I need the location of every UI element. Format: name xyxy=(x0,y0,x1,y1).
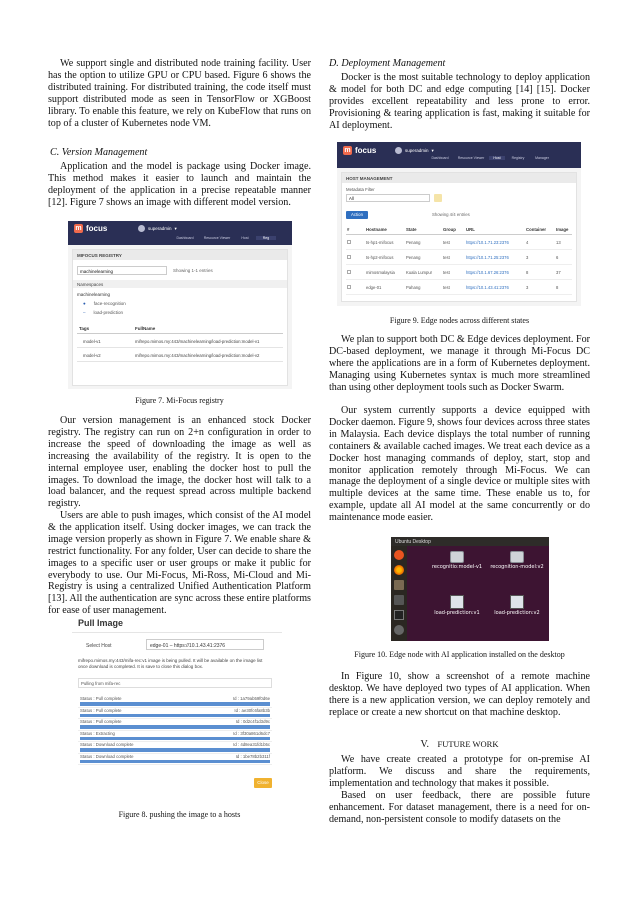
ubuntu-logo-icon[interactable] xyxy=(394,550,404,560)
desktop-shortcut[interactable]: load-prediction:v2 xyxy=(487,595,547,616)
settings-icon[interactable] xyxy=(394,625,404,635)
nav-manager[interactable]: Manager xyxy=(535,156,549,160)
tree-item[interactable]: – load-prediction xyxy=(83,310,124,315)
nav-strip xyxy=(68,236,292,245)
paragraph: Our system currently supports a device equipped with Docker daemon. Figure 9, shows four devices across three states in Malaysia. Each device displays the total number of running containers & available cached images. We treat each device as a Docker host managing commands of deploy, start, stop and monitor application remotely through Mi-Focus. We can manage the deployment of a single device or multiple sites with multiple devices at the same time. These enable us to, for example, update all AI model at the same concurrently or do maintenance mode easier. xyxy=(329,405,590,524)
nav-dashboard[interactable]: Dashboard xyxy=(431,156,449,160)
layer-id: Id : 1a79ab59f0d6e xyxy=(232,696,270,701)
nav-host[interactable]: Host xyxy=(241,236,249,240)
layer-id: Id : 4d8ea31fd1b5c xyxy=(233,742,270,747)
status-row xyxy=(78,754,272,766)
status-text: Status : Pull complete xyxy=(80,707,122,713)
progress-fill xyxy=(80,714,270,718)
cell-url[interactable]: https://10.1.67.26:2376 xyxy=(466,270,509,275)
cell-image: 13 xyxy=(556,240,561,245)
table-row[interactable] xyxy=(346,250,572,265)
nav-resource-viewer[interactable]: Resource Viewer xyxy=(457,156,485,160)
paragraph: We support single and distributed node training facility. User has the option to utilize GPU or CPU based. Figure 6 shows the distributed training. For distributed training, the code itself must support distributed mode as seen in TensorFlow or XGBoost library. To enable this feature, we rely on KubeFlow that runs on top of a cluster of Kubernetes node VM. xyxy=(48,58,311,129)
launcher-bar xyxy=(391,546,407,641)
table-row[interactable] xyxy=(346,235,572,250)
cell-hostname: mimosmalaysia xyxy=(366,270,395,275)
section-heading: C. Version Management xyxy=(50,147,148,158)
cell-group: test xyxy=(443,240,450,245)
search-input[interactable]: machinelearning xyxy=(77,266,167,275)
paragraph: We have create created a prototype for on-premise AI platform. We discuss and share the requirements, implementation and technology that makes it possible. xyxy=(329,754,590,789)
app-icon[interactable] xyxy=(394,595,404,605)
layer-id: Id : ae30fc6fa8b3b xyxy=(234,707,270,713)
nav-dashboard[interactable]: Dashboard xyxy=(176,236,194,240)
figure-9-host-management-screenshot xyxy=(337,142,581,306)
avatar xyxy=(395,147,402,154)
select-host-label: Select Host xyxy=(86,643,112,649)
row-checkbox[interactable] xyxy=(347,285,351,289)
nav-registry[interactable]: Registry xyxy=(511,156,525,160)
layer-id: Id : 3f30a861d6dc7 xyxy=(233,730,270,736)
status-text: Status : Download complete xyxy=(80,742,134,747)
namespace-item[interactable]: machinelearning xyxy=(77,292,111,297)
cell-container: 8 xyxy=(526,270,529,275)
cell-group: test xyxy=(443,255,450,260)
namespaces-header: Namespaces xyxy=(73,280,287,288)
figure-8-pull-image-dialog xyxy=(72,616,282,802)
registry-panel xyxy=(72,249,288,386)
desktop-shortcut[interactable]: recognitio:model-v1 xyxy=(429,551,485,570)
chart-file-icon xyxy=(450,595,464,609)
table-row[interactable] xyxy=(346,265,572,280)
terminal-icon[interactable] xyxy=(394,610,404,620)
cell-hostname: edge-01 xyxy=(366,285,382,290)
close-button[interactable]: Close xyxy=(254,778,272,788)
cell-url[interactable]: https://10.1.43.41:2376 xyxy=(466,285,509,290)
cell-image: 37 xyxy=(556,270,561,275)
row-checkbox[interactable] xyxy=(347,240,351,244)
status-row xyxy=(78,696,272,708)
panel-title: MIFOCUS REGISTRY xyxy=(73,250,287,260)
mifocus-logo: m focus xyxy=(75,224,108,233)
dialog-title: Pull Image xyxy=(78,618,124,628)
filter-select[interactable]: All xyxy=(346,194,430,202)
cell-group: test xyxy=(443,270,450,275)
cell-image: 8 xyxy=(556,285,559,290)
paragraph: Our version management is an enhanced stock Docker registry. The registry can run on 2+n configuration in order to increase the speed of downloading the image as well as increasing the availability of the registry. It is open to the internal employee user, enabling the docker host to pull the images. To download the image, the docker host will talk to a load balancer, and the request spread across multiple backend registry. xyxy=(48,415,311,510)
files-icon[interactable] xyxy=(394,580,404,590)
table-header: Tags FullName xyxy=(77,324,283,334)
mifocus-logo: m focus xyxy=(344,146,377,155)
cell-state: Kuala Lumpur xyxy=(406,270,433,275)
cell-image: 6 xyxy=(556,255,559,260)
table-row[interactable] xyxy=(346,280,572,295)
table-header: # Hostname State Group URL Container Image xyxy=(346,225,572,235)
camera-icon xyxy=(450,551,464,563)
nav-registry[interactable]: Reg xyxy=(256,236,276,240)
status-text: Status : Pull complete xyxy=(80,696,122,701)
pulling-from: Pulling from mifa-rec xyxy=(78,678,272,688)
paragraph: Application and the model is package using Docker image. This method makes it easier to launch and maintain the deployment of the application in a precise repeatable manner [12]. Figure 7 shows an image with different model version. xyxy=(48,161,311,208)
chart-file-icon xyxy=(510,595,524,609)
section-heading: D. Deployment Management xyxy=(329,58,446,69)
cell-hostname: ts-hp2-mifocus xyxy=(366,255,394,260)
cell-state: Pahang xyxy=(406,285,421,290)
progress-fill xyxy=(80,737,270,741)
progress-bar xyxy=(80,702,270,706)
action-button[interactable]: Action xyxy=(346,211,368,219)
figure-caption: Figure 8. pushing the image to a hosts xyxy=(118,810,241,819)
status-text: Status : Extracting xyxy=(80,730,115,736)
status-row xyxy=(78,719,272,731)
camera-icon xyxy=(510,551,524,563)
status-list xyxy=(78,696,272,765)
cell-container: 3 xyxy=(526,255,529,260)
paragraph: We plan to support both DC & Edge devices deployment. For DC-based deployment, we manage it through Mi-Focus DC where the applications are in a form of Kubernetes deployment. Managing using Kubernetes syntax is much more streamlined than using other deployment tools such as Docker Swarm. xyxy=(329,334,590,393)
paragraph: Users are able to push images, which consist of the AI model & the application itself. Using docker images, we can track the image version properly as shown in Figure 7. We enable share & restrict functionality. For any folder, User can decide to share the images to a specific user or user groups or make it public for everybody to use. Our Mi-Focus, Mi-Ross, Mi-Cloud and Mi-Registry is using a centralized Unified Authentication Platform [13]. All the authentication are sync across these entire platforms for ease of user management. xyxy=(48,510,311,617)
cell-state: Penang xyxy=(406,255,421,260)
status-text: Status : Pull complete xyxy=(80,719,122,724)
pull-message: mifrepo.mimos.my:443/mifa-rec:v1 image is being pulled. It will be available on the image list once download is completed. It is save to close this dialog box. xyxy=(78,658,263,669)
host-table xyxy=(346,225,572,295)
paragraph: Based on user feedback, there are possible future enhancement. For dataset management, there is a need for on-demand, non-persistent console to modify datasets on the xyxy=(329,790,590,825)
status-row xyxy=(78,708,272,720)
nav-host[interactable]: Host xyxy=(489,156,505,160)
host-select[interactable]: edge-01 – https://10.1.43.41:2376 xyxy=(146,639,264,650)
section-heading-future-work: V. FUTURE WORK xyxy=(420,739,499,750)
figure-caption: Figure 7. Mi-Focus registry xyxy=(135,396,224,405)
app-topbar xyxy=(337,142,581,168)
figure-caption: Figure 10. Edge node with AI application installed on the desktop xyxy=(354,650,565,659)
cell-container: 3 xyxy=(526,285,529,290)
user-menu[interactable]: superadmin ▾ xyxy=(138,225,177,232)
table-row[interactable]: model-v2 mifrepo.mimos.my:443/machinelearning/load-prediction:model-v2 xyxy=(77,350,283,362)
layer-id: Id : 0d2c4f1d3d9c xyxy=(235,719,270,724)
figure-7-registry-screenshot xyxy=(68,221,292,389)
figure-10-ubuntu-desktop xyxy=(391,537,549,641)
host-panel xyxy=(341,172,577,302)
status-row xyxy=(78,731,272,743)
cell-url[interactable]: https://10.1.71.25:2376 xyxy=(466,255,509,260)
tree-item[interactable]: ● face-recognition xyxy=(83,301,126,306)
nav-resource-viewer[interactable]: Resource Viewer xyxy=(203,236,231,240)
cell-container: 4 xyxy=(526,240,529,245)
filter-label: Metadata Filter xyxy=(346,187,375,192)
progress-fill xyxy=(80,725,270,729)
panel-title: HOST MANAGEMENT xyxy=(342,173,576,183)
desktop-shortcut[interactable]: recognition-model:v2 xyxy=(489,551,545,570)
progress-bar xyxy=(80,737,270,741)
progress-bar xyxy=(80,714,270,718)
progress-fill xyxy=(80,702,270,706)
cell-state: Penang xyxy=(406,240,421,245)
desktop-title-bar: Ubuntu Desktop xyxy=(391,537,549,546)
progress-fill xyxy=(80,760,270,764)
cell-hostname: ts-hp1-mifocus xyxy=(366,240,394,245)
firefox-icon[interactable] xyxy=(394,565,404,575)
showing-entries: Showing 4/4 entries xyxy=(432,212,470,217)
cell-url[interactable]: https://10.1.71.23:2376 xyxy=(466,240,509,245)
table-row[interactable]: model-v1 mifrepo.mimos.my:443/machinelearning/load-prediction:model-v1 xyxy=(77,336,283,348)
status-row xyxy=(78,742,272,754)
paragraph: In Figure 10, show a screenshot of a remote machine desktop. We have deployed two types of AI application. When there is a new application version, we can deploy remotely and replace or create a new shortcut on that machine desktop. xyxy=(329,671,590,718)
cell-group: test xyxy=(443,285,450,290)
user-menu[interactable]: superadmin ▾ xyxy=(395,147,434,154)
row-checkbox[interactable] xyxy=(347,270,351,274)
filter-button[interactable] xyxy=(434,194,442,202)
layer-id: Id : 1be78b2b311f xyxy=(235,753,270,759)
progress-bar xyxy=(80,725,270,729)
progress-bar xyxy=(80,760,270,764)
paragraph: Docker is the most suitable technology to deploy application & model for both DC and edge computing [14] [15]. Docker provides excellent repeatability and less prone to error. Provisioning & tearing application is fast, making it suitable for AI deployment. xyxy=(329,72,590,131)
status-text: Status : Download complete xyxy=(80,753,134,759)
showing-entries: Showing 1-1 entries xyxy=(173,268,213,273)
figure-caption: Figure 9. Edge nodes across different states xyxy=(389,316,530,325)
app-topbar xyxy=(68,221,292,236)
progress-fill xyxy=(80,748,270,752)
row-checkbox[interactable] xyxy=(347,255,351,259)
progress-bar xyxy=(80,748,270,752)
avatar xyxy=(138,225,145,232)
desktop-shortcut[interactable]: load-prediction:v1 xyxy=(427,595,487,616)
